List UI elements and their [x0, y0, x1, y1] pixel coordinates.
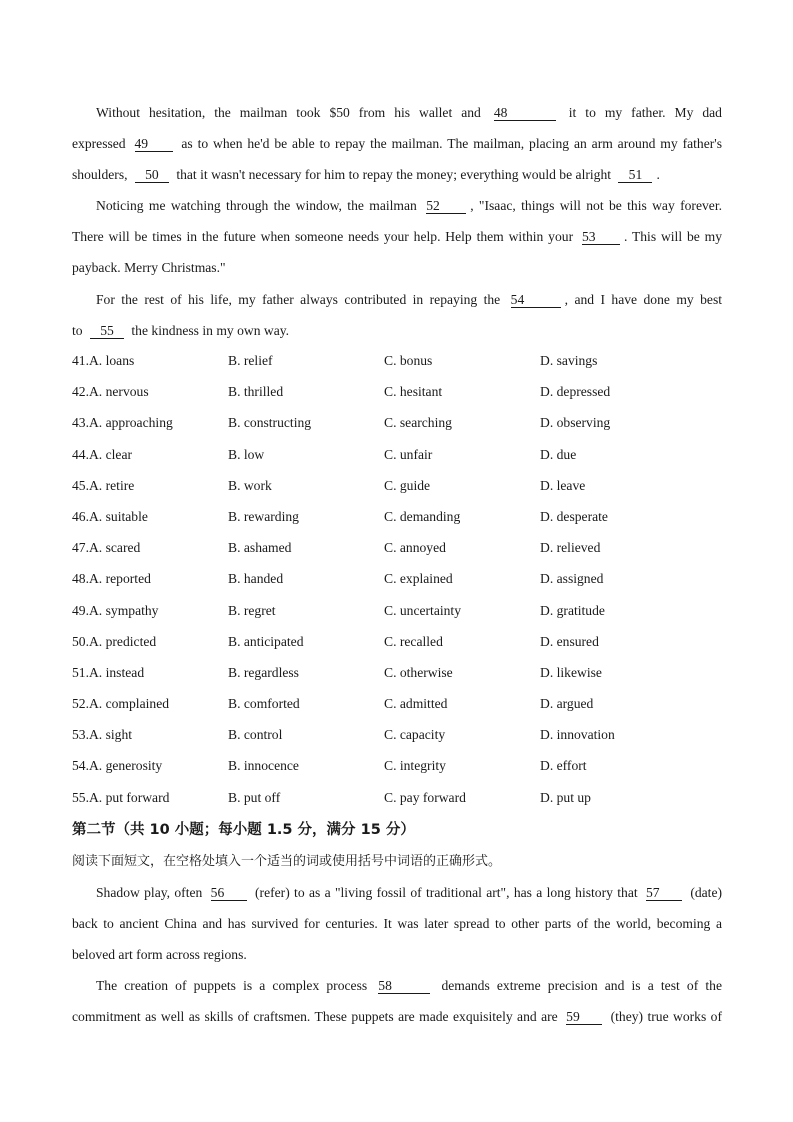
text-line — [72, 315, 722, 346]
option-a[interactable]: 53.A. sight — [72, 727, 133, 743]
text-span: to — [72, 323, 83, 338]
passage1-paragraph-2 — [72, 190, 722, 283]
text-span: Noticing me watching through the window, the mailman — [96, 198, 417, 213]
option-c[interactable]: C. uncertainty — [384, 602, 462, 618]
text-span: it to my father. My dad — [568, 105, 722, 120]
blank-49[interactable]: 49 — [135, 136, 173, 152]
option-d[interactable]: D. assigned — [540, 571, 604, 587]
text-span: The creation of puppets is a complex process — [96, 978, 368, 993]
option-d[interactable]: D. effort — [540, 758, 587, 774]
option-a[interactable]: 45.A. retire — [72, 477, 135, 493]
option-a[interactable]: 41.A. loans — [72, 353, 135, 368]
text-line — [72, 252, 722, 283]
text-span: beloved art form across regions. — [72, 947, 247, 962]
text-span: , "Isaac, things will not be this way forever. — [470, 198, 722, 213]
option-row — [72, 470, 732, 501]
option-a[interactable]: 50.A. predicted — [72, 633, 157, 649]
option-c[interactable]: C. demanding — [384, 508, 461, 524]
option-row — [72, 626, 732, 657]
option-b[interactable]: B. innocence — [228, 758, 299, 774]
option-a[interactable]: 47.A. scared — [72, 540, 141, 556]
text-span: commitment as well as skills of craftsmen. These puppets are made exquisitely and are — [72, 1009, 558, 1024]
passage2-paragraph-2 — [72, 970, 722, 1032]
text-span: that it wasn't necessary for him to repay the money; everything would be alright — [176, 167, 612, 182]
text-span: shoulders, — [72, 167, 128, 182]
option-d[interactable]: D. observing — [540, 415, 611, 431]
option-a[interactable]: 43.A. approaching — [72, 415, 173, 431]
option-d[interactable]: D. put up — [540, 789, 591, 805]
passage1-paragraph-3 — [72, 284, 722, 346]
text-line — [72, 908, 722, 939]
section-instruction: 阅读下面短文，在空格处填入一个适当的词或使用括号中词语的正确形式。 — [72, 854, 502, 869]
option-d[interactable]: D. savings — [540, 353, 598, 368]
text-span: Shadow play, often — [96, 885, 203, 900]
option-row — [72, 532, 732, 563]
blank-59[interactable]: 59 — [566, 1009, 602, 1025]
text-span: (they) true works of — [610, 1009, 723, 1024]
text-span: . This will be my — [623, 229, 722, 244]
text-line — [72, 877, 722, 908]
option-b[interactable]: B. ashamed — [228, 540, 292, 556]
option-row — [72, 345, 732, 376]
option-b[interactable]: B. anticipated — [228, 633, 304, 649]
option-c[interactable]: C. searching — [384, 415, 452, 431]
option-c[interactable]: C. guide — [384, 477, 431, 493]
option-d[interactable]: D. argued — [540, 696, 594, 712]
blank-54[interactable]: 54 — [511, 292, 561, 308]
blank-52[interactable]: 52 — [426, 198, 466, 214]
option-b[interactable]: B. thrilled — [228, 384, 284, 400]
option-row — [72, 688, 732, 719]
option-d[interactable]: D. relieved — [540, 540, 601, 556]
option-c[interactable]: C. admitted — [384, 696, 448, 712]
option-a[interactable]: 51.A. instead — [72, 664, 145, 680]
option-b[interactable]: B. low — [228, 446, 265, 462]
option-c[interactable]: C. recalled — [384, 633, 443, 649]
text-line — [72, 284, 722, 315]
option-row — [72, 501, 732, 532]
text-span: . — [656, 167, 660, 182]
option-d[interactable]: D. ensured — [540, 633, 599, 649]
section-title: 第二节（共 10 小题；每小题 1.5 分，满分 15 分） — [72, 822, 415, 838]
blank-57[interactable]: 57 — [646, 885, 682, 901]
text-span: , and I have done my best — [564, 292, 723, 307]
answer-options — [72, 345, 732, 813]
option-c[interactable]: C. capacity — [384, 727, 446, 743]
option-d[interactable]: D. desperate — [540, 508, 608, 524]
option-a[interactable]: 46.A. suitable — [72, 508, 148, 524]
text-span: the kindness in my own way. — [131, 323, 290, 338]
text-span: expressed — [72, 136, 126, 151]
option-row — [72, 595, 732, 626]
passage1-paragraph-1 — [72, 97, 722, 190]
option-a[interactable]: 52.A. complained — [72, 696, 170, 712]
text-line — [72, 128, 722, 159]
option-c[interactable]: C. annoyed — [384, 540, 446, 556]
blank-58[interactable]: 58 — [378, 978, 430, 994]
option-a[interactable]: 49.A. sympathy — [72, 602, 159, 618]
text-span: (date) — [690, 885, 723, 900]
option-row — [72, 750, 732, 781]
option-b[interactable]: B. put off — [228, 789, 281, 805]
option-a[interactable]: 44.A. clear — [72, 446, 133, 462]
option-b[interactable]: B. handed — [228, 571, 284, 587]
option-row — [72, 439, 732, 470]
passage2-paragraph-1 — [72, 877, 722, 970]
option-d[interactable]: D. due — [540, 446, 577, 462]
blank-51[interactable]: 51 — [618, 167, 652, 183]
option-b[interactable]: B. regardless — [228, 664, 299, 680]
text-line — [72, 1001, 722, 1032]
option-b[interactable]: B. control — [228, 727, 283, 743]
option-c[interactable]: C. otherwise — [384, 664, 453, 680]
option-c[interactable]: C. hesitant — [384, 384, 443, 400]
option-row — [72, 563, 732, 594]
text-line — [72, 190, 722, 221]
option-b[interactable]: B. rewarding — [228, 508, 299, 524]
option-c[interactable]: C. bonus — [384, 353, 433, 368]
text-line — [72, 221, 722, 252]
option-c[interactable]: C. integrity — [384, 758, 446, 774]
option-d[interactable]: D. leave — [540, 477, 586, 493]
option-row — [72, 407, 732, 438]
option-a[interactable]: 48.A. reported — [72, 571, 151, 587]
option-d[interactable]: D. gratitude — [540, 602, 605, 618]
option-row — [72, 376, 732, 407]
option-a[interactable]: 54.A. generosity — [72, 758, 163, 774]
option-b[interactable]: B. work — [228, 477, 272, 493]
text-line — [72, 159, 722, 190]
option-d[interactable]: D. innovation — [540, 727, 615, 743]
text-span: back to ancient China and has survived for centuries. It was later spread to other parts of the world, becoming a — [72, 916, 722, 931]
text-span: as to when he'd be able to repay the mailman. The mailman, placing an arm around my father's — [181, 136, 722, 151]
text-span: There will be times in the future when someone needs your help. Help them within your — [72, 229, 574, 244]
text-span: payback. Merry Christmas." — [72, 260, 226, 275]
option-b[interactable]: B. regret — [228, 602, 276, 618]
blank-55[interactable]: 55 — [90, 323, 124, 339]
text-line — [72, 97, 722, 128]
option-row — [72, 719, 732, 750]
option-a[interactable]: 55.A. put forward — [72, 789, 170, 805]
option-d[interactable]: D. depressed — [540, 384, 611, 400]
blank-53[interactable]: 53 — [582, 229, 620, 245]
option-a[interactable]: 42.A. nervous — [72, 384, 149, 400]
option-b[interactable]: B. comforted — [228, 696, 300, 712]
option-c[interactable]: C. pay forward — [384, 789, 466, 805]
text-line — [72, 970, 722, 1001]
text-line — [72, 939, 722, 970]
option-row — [72, 657, 732, 688]
text-span: Without hesitation, the mailman took $50 from his wallet and — [96, 105, 481, 120]
text-span: (refer) to as a "living fossil of traditional art", has a long history that — [255, 885, 638, 900]
option-b[interactable]: B. relief — [228, 353, 273, 368]
blank-48[interactable]: 48 — [494, 105, 556, 121]
option-row — [72, 782, 732, 813]
text-span: demands extreme precision and is a test of the — [441, 978, 722, 993]
blank-50[interactable]: 50 — [135, 167, 169, 183]
blank-56[interactable]: 56 — [211, 885, 247, 901]
option-c[interactable]: C. explained — [384, 571, 453, 587]
option-d[interactable]: D. likewise — [540, 664, 602, 680]
text-span: For the rest of his life, my father always contributed in repaying the — [96, 292, 501, 307]
option-b[interactable]: B. constructing — [228, 415, 312, 431]
option-c[interactable]: C. unfair — [384, 446, 433, 462]
